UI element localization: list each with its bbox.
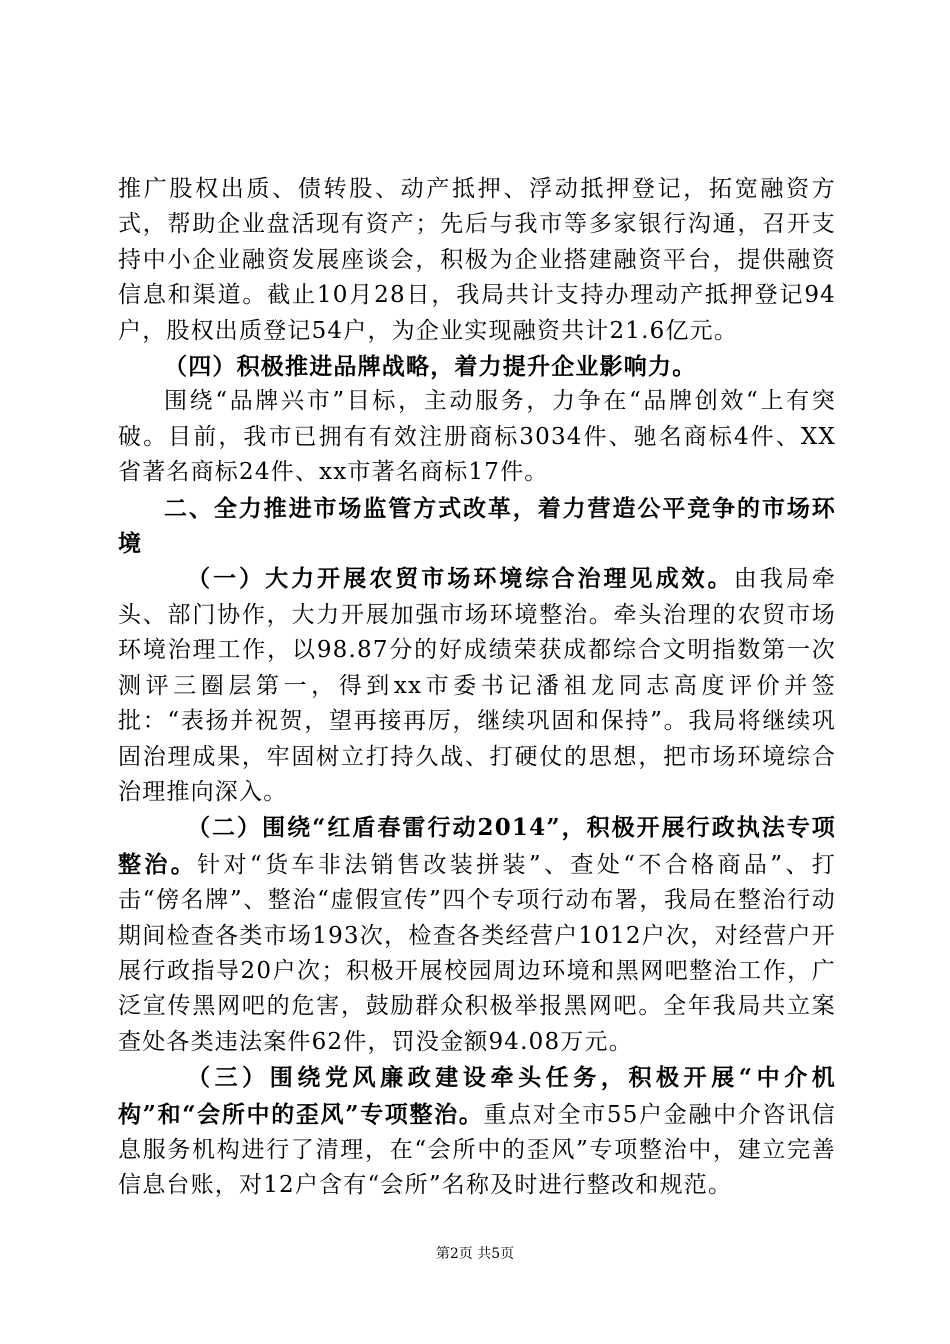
paragraph-intermediary-rectification-body: 重点对全市55户金融中介咨讯信息服务机构进行了清理，在“会所中的歪风”专项整治中，建立完善信息台账，对12户含有“会所”名称及时进行整改和规范。	[118, 1101, 836, 1199]
page-number-footer: 第2页 共5页	[435, 1246, 515, 1262]
paragraph-market-environment-body: 由我局牵头、部门协作，大力开展加强市场环境整治。牵头治理的农贸市场环境治理工作，以98.87分的好成绩荣获成都综合文明指数第一次测评三圈层第一，得到xx市委书记潘祖龙同志高度评价并签批：“表扬并祝贺，望再接再厉，继续巩固和保持”。我局将继续巩固治理成果，牢固树立打持久战、打硬仗的思想，把市场环境综合治理推向深入。	[118, 566, 836, 805]
paragraph-intermediary-rectification	[118, 1060, 836, 1204]
subheading-market-environment: （一）大力开展农贸市场环境综合治理见成效。	[187, 565, 734, 593]
document-body	[118, 172, 836, 1204]
subheading-intermediary-rectification: （三）围绕党风廉政建设牵头任务，积极开展“中介机构”和“会所中的歪风”专项整治。	[118, 1064, 836, 1128]
subheading-law-enforcement: （二）围绕“红盾春雷行动2014”，积极开展行政执法专项整治。	[118, 814, 836, 878]
paragraph-market-environment	[118, 561, 836, 810]
paragraph-law-enforcement	[118, 810, 836, 1060]
paragraph-brand-strategy: 围绕“品牌兴市”目标，主动服务，力争在“品牌创效“上有突破。目前，我市已拥有有效注册商标3034件、驰名商标4件、XX省著名商标24件、xx市著名商标17件。	[118, 388, 836, 486]
paragraph-law-enforcement-body: 针对“货车非法销售改装拼装”、查处“不合格商品”、打击“傍名牌”、整治“虚假宣传”四个专项行动布署，我局在整治行动期间检查各类市场193次，检查各类经营户1012户次，对经营户开展行政指导20户次；积极开展校园周边环境和黑网吧整治工作，广泛宣传黑网吧的危害，鼓励群众积极举报黑网吧。全年我局共立案查处各类违法案件62件，罚没金额94.08万元。	[118, 851, 836, 1055]
section-heading-brand-strategy: （四）积极推进品牌战略，着力提升企业影响力。	[164, 353, 697, 381]
paragraph-financing-continued: 推广股权出质、债转股、动产抵押、浮动抵押登记，拓宽融资方式，帮助企业盘活现有资产；先后与我市等多家银行沟通，召开支持中小企业融资发展座谈会，积极为企业搭建融资平台，提供融资信息和渠道。截止10月28日，我局共计支持办理动产抵押登记94户，股权出质登记54户，为企业实现融资共计21.6亿元。	[118, 176, 836, 344]
chapter-heading-market-supervision: 二、全力推进市场监管方式改革，着力营造公平竞争的市场环境	[118, 494, 836, 558]
